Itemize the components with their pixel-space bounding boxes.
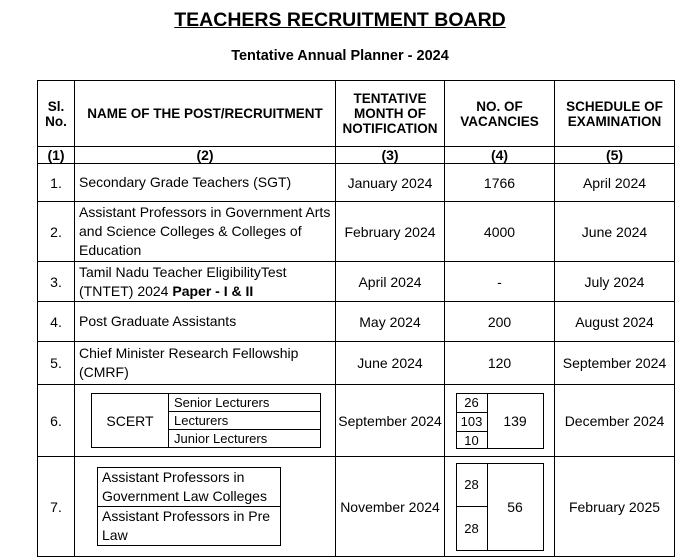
row-exam: February 2025 xyxy=(555,457,675,557)
sub-vacancy: 26 xyxy=(457,394,487,413)
table-row xyxy=(38,302,675,342)
row-month: May 2024 xyxy=(336,302,445,342)
header-post: NAME OF THE POST/RECRUITMENT xyxy=(75,81,336,147)
row-sno: 4. xyxy=(38,302,75,342)
row-exam: July 2024 xyxy=(555,262,675,302)
sub-post: Junior Lecturers xyxy=(174,431,268,446)
row-sno: 2. xyxy=(38,202,75,262)
row-vacancies xyxy=(445,385,555,457)
row-post-text: Tamil Nadu Teacher EligibilityTest (TNTET) 2024 xyxy=(79,263,287,299)
sub-vacancy: 103 xyxy=(457,413,487,432)
row-month: June 2024 xyxy=(336,342,445,385)
row-post: Assistant Professors in Government Arts and Science Colleges & Colleges of Education xyxy=(75,202,336,262)
row-month: February 2024 xyxy=(336,202,445,262)
row-exam: June 2024 xyxy=(555,202,675,262)
row-exam: August 2024 xyxy=(555,302,675,342)
row-vacancies: - xyxy=(445,262,555,302)
sub-vacancy: 10 xyxy=(464,432,479,448)
header-row xyxy=(38,81,675,147)
header-sno: Sl. No. xyxy=(38,81,75,147)
vacancy-box xyxy=(456,393,544,449)
col-number: (2) xyxy=(75,147,336,164)
page-subtitle: Tentative Annual Planner - 2024 xyxy=(231,48,449,64)
row-sno: 5. xyxy=(38,342,75,385)
row-exam: December 2024 xyxy=(555,385,675,457)
row-vacancies: 200 xyxy=(445,302,555,342)
vacancy-box xyxy=(456,463,544,551)
table-row xyxy=(38,457,675,557)
scert-box xyxy=(91,393,321,448)
row-vacancies: 1766 xyxy=(445,164,555,202)
row-exam: April 2024 xyxy=(555,164,675,202)
header-schedule: SCHEDULE OF EXAMINATION xyxy=(555,81,675,147)
row-month: September 2024 xyxy=(336,385,445,457)
page-title: TEACHERS RECRUITMENT BOARD xyxy=(174,9,506,31)
col-number: (3) xyxy=(336,147,445,164)
table-row xyxy=(38,262,675,302)
row-month: January 2024 xyxy=(336,164,445,202)
col-number: (5) xyxy=(555,147,675,164)
row-exam: September 2024 xyxy=(555,342,675,385)
sub-post: Senior Lecturers xyxy=(169,394,320,412)
row-post: Secondary Grade Teachers (SGT) xyxy=(75,164,336,202)
law-posts-box xyxy=(97,467,281,546)
scert-label: SCERT xyxy=(92,394,169,447)
col-number: (1) xyxy=(38,147,75,164)
row-post xyxy=(75,385,336,457)
row-post xyxy=(75,262,336,302)
sub-post: Assistant Professors in Pre Law xyxy=(102,508,271,543)
header-vacancies: NO. OF VACANCIES xyxy=(445,81,555,147)
row-post-bold: Paper - I & II xyxy=(172,282,254,299)
header-month: TENTATIVE MONTH OF NOTIFICATION xyxy=(336,81,445,147)
table-row xyxy=(38,342,675,385)
vacancy-breakdown xyxy=(457,464,488,550)
row-vacancies xyxy=(445,457,555,557)
row-sno: 6. xyxy=(38,385,75,457)
col-number: (4) xyxy=(445,147,555,164)
sub-post: Lecturers xyxy=(169,412,320,430)
row-sno: 1. xyxy=(38,164,75,202)
row-month: November 2024 xyxy=(336,457,445,557)
vacancy-total: 56 xyxy=(507,498,523,515)
planner-table xyxy=(37,80,675,557)
sub-vacancy: 28 xyxy=(457,464,487,508)
scert-sub-posts xyxy=(169,394,320,447)
row-sno: 3. xyxy=(38,262,75,302)
row-sno: 7. xyxy=(38,457,75,557)
sub-vacancy: 28 xyxy=(464,520,479,536)
table-row xyxy=(38,385,675,457)
row-post xyxy=(75,457,336,557)
row-post: Post Graduate Assistants xyxy=(75,302,336,342)
row-post: Chief Minister Research Fellowship (CMRF) xyxy=(75,342,336,385)
table-row xyxy=(38,202,675,262)
row-month: April 2024 xyxy=(336,262,445,302)
column-number-row xyxy=(38,147,675,164)
sub-post: Assistant Professors in Government Law Colleges xyxy=(98,468,280,507)
table-row xyxy=(38,164,675,202)
vacancy-breakdown xyxy=(457,394,488,448)
vacancy-total: 139 xyxy=(503,412,527,429)
row-vacancies: 4000 xyxy=(445,202,555,262)
row-vacancies: 120 xyxy=(445,342,555,385)
